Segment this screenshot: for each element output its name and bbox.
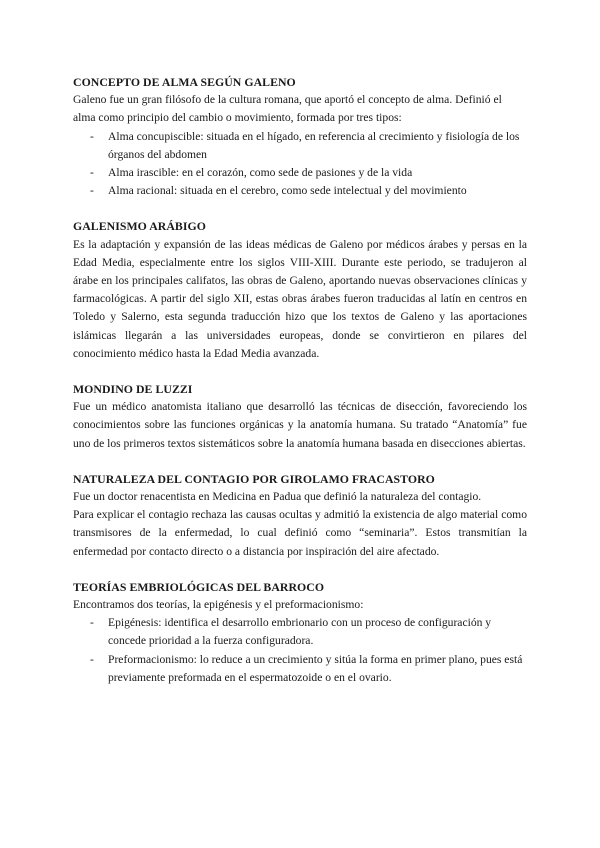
section-heading: NATURALEZA DEL CONTAGIO POR GIROLAMO FRACASTORO [73,471,435,486]
section-intro: Galeno fue un gran filósofo de la cultura romana, que aportó el concepto de alma. Definió el alma como principio del cambio o movimiento, formada por tres tipos: [73,93,502,125]
section-body: Fue un médico anatomista italiano que desarrolló las técnicas de disección, favoreciendo los conocimientos sobre las funciones orgánicas y la anatomía humana. Su tratado “Anatomía” fue uno de los primeros textos sistemáticos sobre la anatomía humana basada en disecciones abiertas. [73,400,527,450]
section-mondino-de-luzzi [73,380,527,453]
section-fracastoro [73,470,527,561]
bullet-list [73,128,527,201]
list-item: - Alma racional: situada en el cerebro, como sede intelectual y del movimiento [108,182,527,200]
bullet-list [73,614,527,687]
section-teorias-embriologicas [73,578,527,687]
list-item: - Preformacionismo: lo reduce a un crecimiento y sitúa la forma en primer plano, pues está previamente preformada en el espermatozoide o en el ovario. [108,651,527,687]
list-item: - Epigénesis: identifica el desarrollo embrionario con un proceso de configuración y concede prioridad a la fuerza configuradora. [108,614,527,650]
section-heading: CONCEPTO DE ALMA SEGÚN GALENO [73,75,296,89]
list-item: - Alma irascible: en el corazón, como sede de pasiones y de la vida [108,164,527,182]
section-intro: Encontramos dos teorías, la epigénesis y el preformacionismo: [73,598,364,612]
section-body: Fue un doctor renacentista en Medicina en Padua que definió la naturaleza del contagio. [73,490,482,504]
section-body: Es la adaptación y expansión de las ideas médicas de Galeno por médicos árabes y persas en la Edad Media, especialmente entre los siglos VIII-XIII. Durante este periodo, se tradujeron al árabe en los principales califatos, las obras de Galeno, aportando nuevas observaciones clínicas y farmacológicas. A partir del siglo XII, estas obras árabes fueron traducidas al latín en centros en Toledo y Salerno, esta segunda traducción hizo que los textos de Galeno y las aportaciones islámicas llegarán a las universidades europeas, donde se convirtieron en pilares del conocimiento médico hasta la Edad Media avanzada. [73,237,527,360]
section-body: Para explicar el contagio rechaza las causas ocultas y admitió la existencia de algo material como transmisores de la enfermedad, lo cual definió como “seminaria”. Estos transmitían la enfermedad por contacto directo o a distancia por inspiración del aire afectado. [73,508,527,558]
section-galenismo-arabigo [73,217,527,363]
section-heading: TEORÍAS EMBRIOLÓGICAS DEL BARROCO [73,579,325,594]
section-heading: GALENISMO ARÁBIGO [73,219,206,234]
section-heading: MONDINO DE LUZZI [73,382,193,397]
list-item: - Alma concupiscible: situada en el hígado, en referencia al crecimiento y fisiología de los órganos del abdomen [108,128,527,164]
section-alma-galeno [73,73,527,200]
document-content [73,73,527,704]
